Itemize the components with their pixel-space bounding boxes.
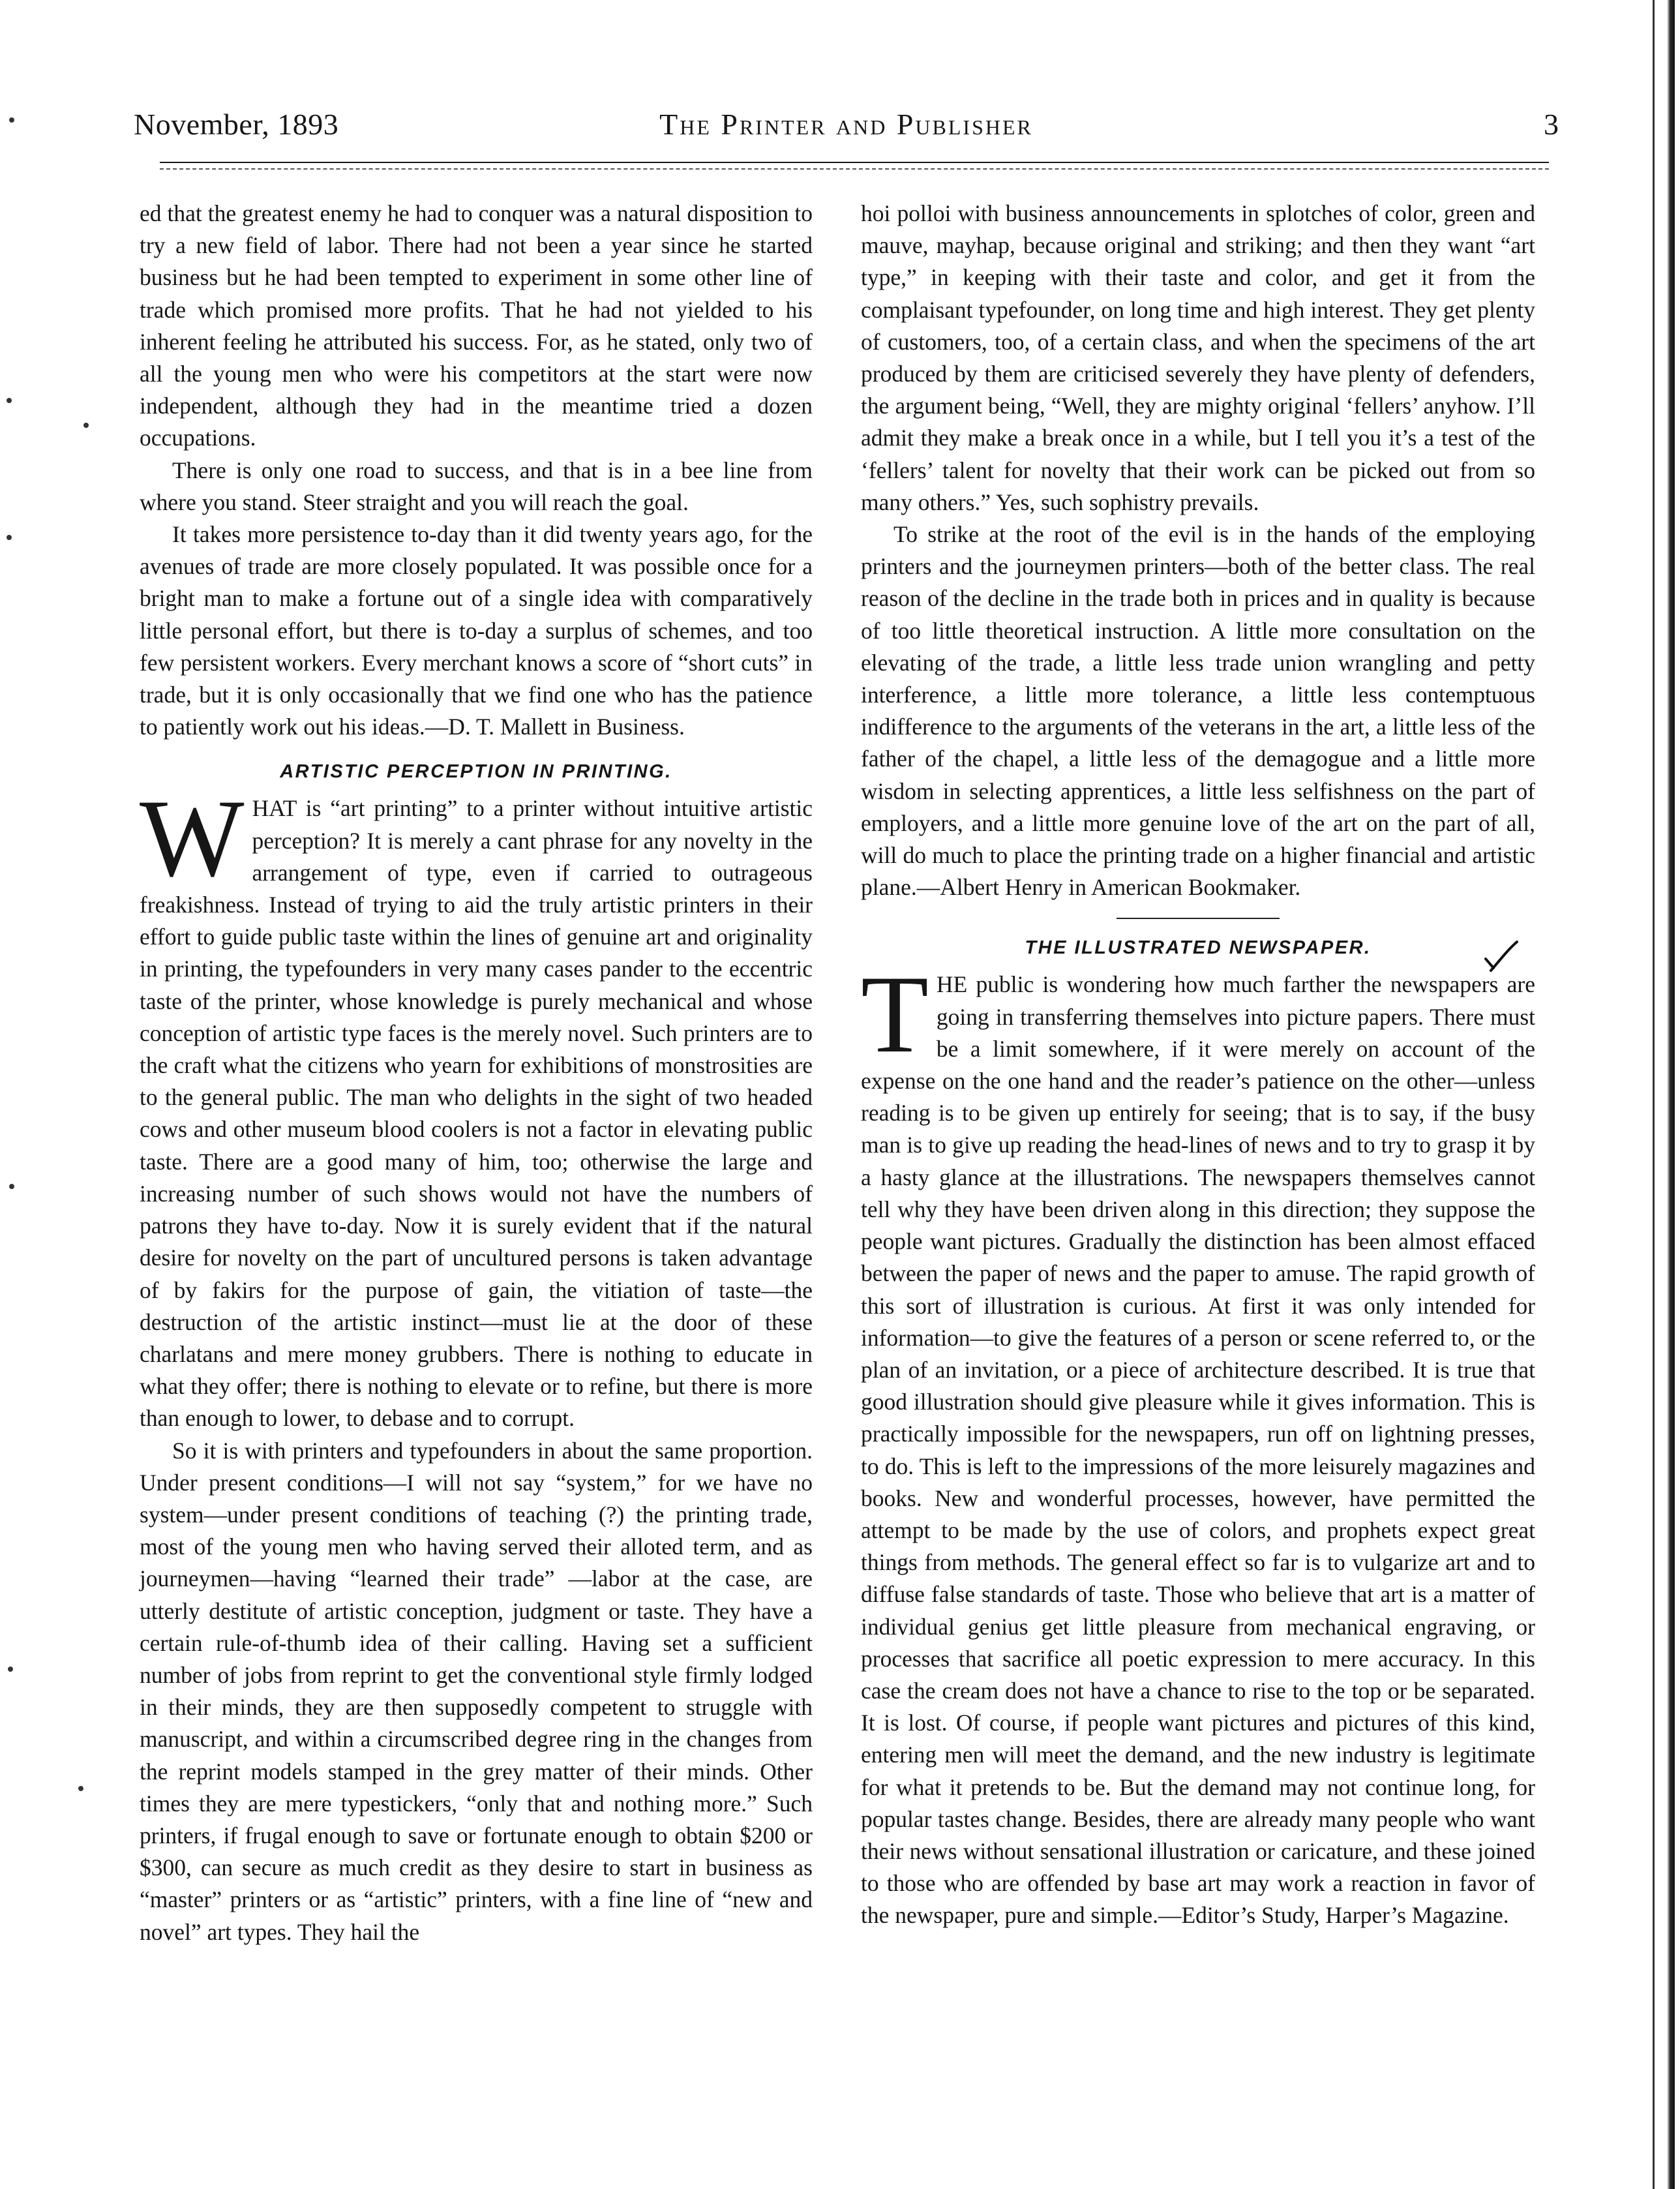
body-paragraph: It takes more persistence to-day than it did twenty years ago, for the avenues of trade are more closely populated. It was possible once for a bright man to make a fortune out of a single idea with comparatively little personal effort, but there is to-day a surplus of schemes, and too few persistent workers. Every merchant knows a score of “short cuts” in trade, but it is only occasionally that we find one who has the patience to patiently work out his ideas.—D. T. Mallett in Business. — [140, 521, 813, 740]
margin-speck — [9, 1184, 14, 1189]
left-column — [140, 198, 813, 1948]
section-divider — [1117, 918, 1280, 919]
header-double-rule — [160, 168, 1549, 170]
continued-paragraph: hoi polloi with business announcements in splotches of color, green and mauve, mayhap, because original and striking; and then they want “art type,” in keeping with their taste and color, and get it from the complaisant typefounder, on long time and high interest. They get plenty of customers, too, of a certain class, and when the specimens of the art produced by them are criticised severely they have plenty of defenders, the argument being, “Well, they are mighty original ‘fellers’ anyhow. I’ll admit they make a break once in a while, but I tell you it’s a test of the ‘fellers’ talent for novelty that their work can be picked out from so many others.” Yes, such sophistry prevails. — [861, 200, 1535, 515]
article-heading: THE ILLUSTRATED NEWSPAPER. — [1025, 937, 1372, 959]
header-rule — [160, 162, 1549, 163]
header-date: November, 1893 — [134, 108, 339, 141]
article-heading: ARTISTIC PERCEPTION IN PRINTING. — [280, 761, 672, 783]
page-header — [134, 107, 1559, 153]
pencil-check-mark — [1482, 937, 1521, 982]
article-first-paragraph — [861, 953, 1535, 1931]
margin-speck — [7, 398, 12, 403]
margin-speck — [83, 423, 89, 428]
article-first-paragraph — [140, 777, 813, 1434]
publication-title: The Printer and Publisher — [659, 108, 1033, 141]
margin-speck — [9, 117, 14, 123]
article-first-paragraph-text: HE public is wondering how much farther the newspapers are going in transferring themselves into picture papers. There must be a limit somewhere, if it were merely on account of the expense on the one hand and the reader’s patience on the other—unless reading is to be given up entirely for seeing; that is to say, if the busy man is to give up reading the head-lines of news and to try to grasp it by a hasty glance at the illustrations. The newspapers themselves cannot tell why they have been driven along in this direction; they suppose the people want pictures. Gradually the distinction has been almost effaced between the paper of news and the paper to amuse. The rapid growth of this sort of illustration is curious. At first it was only intended for information—to give the features of a person or scene referred to, or the plan of an invitation, or a piece of architecture described. It is true that good illustration should give pleasure while it gives information. This is practically impossible for the newspapers, run off on lightning presses, to do. This is left to the impressions of the more leisurely magazines and books. New and wonderful processes, however, have permitted the attempt to be made by the use of colors, and prophets expect great things from methods. The general effect so far is to vulgarize art and to diffuse false standards of taste. Those who believe that art is a matter of individual genius get little pleasure from mechanical engraving, or processes that sacrifice all poetic expression to mere accuracy. In this case the cream does not have a chance to rise to the top or be separated. It is lost. Of course, if people want pictures and pictures of this kind, entering men will meet the demand, and the new industry is legitimate for what it pretends to be. But the demand may not continue long, for popular tastes change. Besides, there are already many people who want their news without sensational illustration or caricature, and these joined to those who are offended by base art may work a reaction in favor of the newspaper, pure and simple.—Editor’s Study, Harper’s Magazine. — [861, 971, 1535, 1929]
dropcap-letter: T — [861, 953, 929, 1076]
page-number: 3 — [1544, 108, 1559, 141]
article-first-paragraph-text: HAT is “art printing” to a printer without intuitive artistic perception? It is merely a cant phrase for any novelty in the arrangement of type, even if carried to outrageous freakishness. Instead of trying to aid the truly artistic printers in their effort to guide public taste within the lines of genuine art and originality in printing, the typefounders in very many cases pander to the eccentric taste of the printer, whose knowledge is purely mechanical and whose conception of artistic type faces is the merely novel. Such printers are to the craft what the citizens who yearn for exhibitions of monstrosities are to the general public. The man who delights in the sight of two headed cows and other museum blood coolers is not a factor in elevating public taste. There are a good many of him, too; otherwise the large and increasing number of such shows would not have the numbers of patrons they have to-day. Now it is surely evident that if the natural desire for novelty on the part of uncultured persons is taken advantage of by fakirs for the purpose of gain, the vitiation of taste—the destruction of the artistic instinct—must lie at the door of these charlatans and mere money grubbers. There is nothing to educate in what they offer; there is nothing to elevate or to refine, but there is more than enough to lower, to debase and to corrupt. — [140, 795, 813, 1432]
right-column — [861, 198, 1535, 1932]
body-paragraph: To strike at the root of the evil is in the hands of the employing printers and the journeymen printers—both of the better class. The real reason of the decline in the trade both in prices and in quality is because of too little theoretical instruction. A little more consultation on the elevating of the trade, a little less trade union wrangling and petty interference, a little more tolerance, a little less contemptuous indifference to the arguments of the veterans in the art, a little less of the father of the chapel, a little less of the demagogue and a little more wisdom in selecting apprentices, a little less selfishness on the part of employers, and a little more genuine love of the art on the part of all, will do much to place the printing trade on a higher financial and artistic plane.—Albert Henry in American Bookmaker. — [861, 521, 1535, 901]
margin-speck — [8, 1667, 13, 1672]
margin-speck — [78, 1786, 83, 1791]
body-paragraph: There is only one road to success, and that is in a bee line from where you stand. Steer straight and you will reach the goal. — [140, 457, 813, 515]
dropcap-letter: W — [140, 777, 245, 900]
page-edge-shadow — [1667, 0, 1675, 2189]
page-edge-line — [1653, 0, 1655, 2189]
body-paragraph: So it is with printers and typefounders in about the same proportion. Under present conditions—I will not say “system,” for we have no system—under present conditions of teaching (?) the printing trade, most of the young men who having served their alloted term, and as journeymen—having “learned their trade” —labor at the case, are utterly destitute of artistic conception, judgment or taste. They have a certain rule-of-thumb idea of their calling. Having set a sufficient number of jobs from reprint to get the conventional style firmly lodged in their minds, they are then supposedly competent to struggle with manuscript, and within a circumscribed degree ring in the changes from the reprint models stamped in the grey matter of their minds. Other times they are mere typestickers, “only that and nothing more.” Such printers, if frugal enough to save or fortunate enough to obtain $200 or $300, can secure as much credit as they desire to start in business as “master” printers or as “artistic” printers, with a fine line of “new and novel” art types. They hail the — [140, 1437, 813, 1945]
continued-paragraph: ed that the greatest enemy he had to conquer was a natural disposition to try a new field of labor. There had not been a year since he started business but he had been tempted to experiment in some other line of trade which promised more profits. That he had not yielded to his inherent feeling he attributed his success. For, as he stated, only two of all the young men who were his competitors at the start were now independent, although they had in the meantime tried a dozen occupations. — [140, 200, 813, 451]
margin-speck — [7, 535, 12, 540]
